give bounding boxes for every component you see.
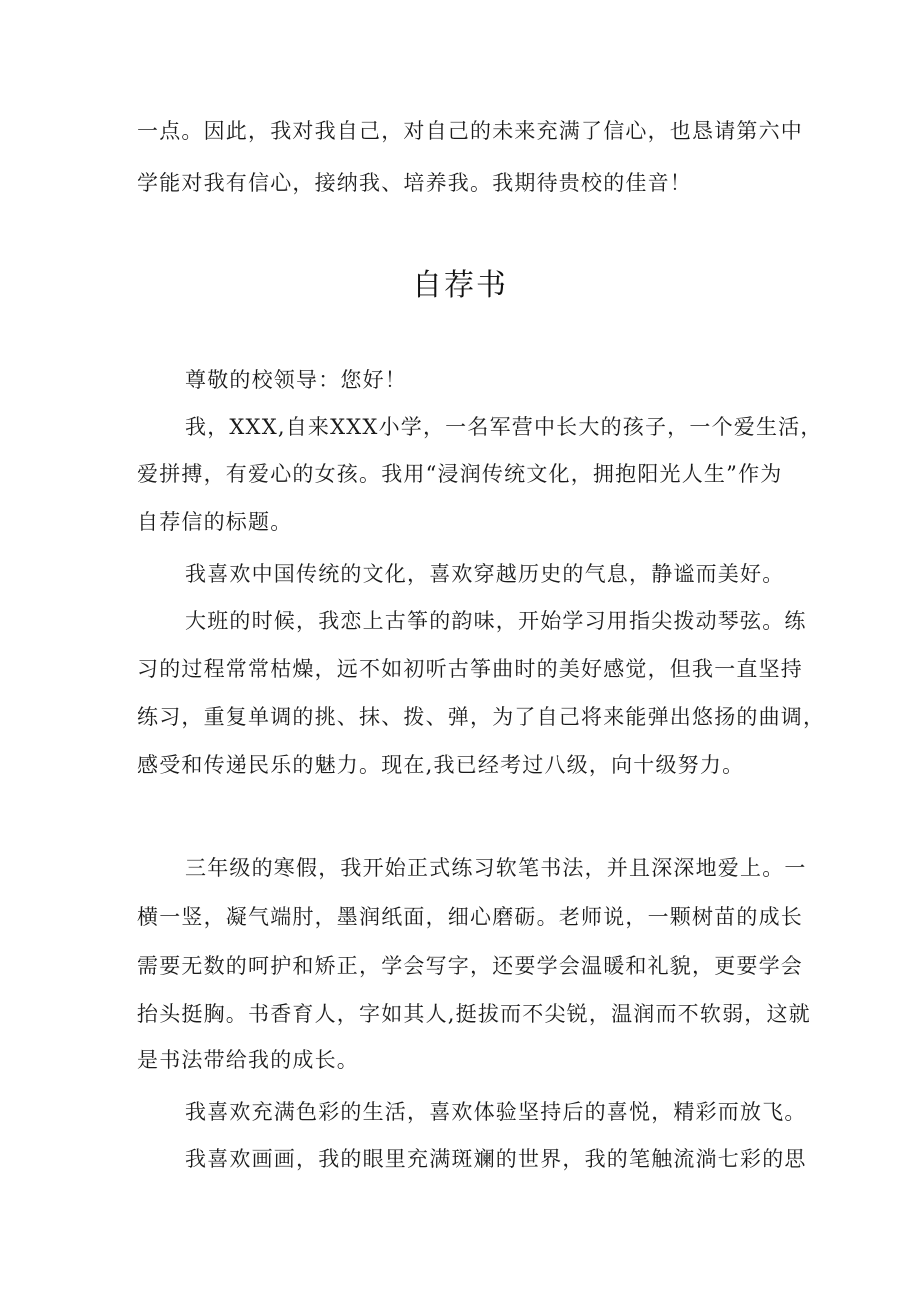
text-line: 爱拼搏，有爱心的女孩。我用“浸润传统文化，拥抱阳光人生”作为 xyxy=(137,462,783,486)
text-line: 我喜欢充满色彩的生活，喜欢体验坚持后的喜悦，精彩而放飞。 xyxy=(185,1100,807,1124)
text-line: 自荐信的标题。 xyxy=(137,510,293,534)
text-line: 我，XXX,自来XXX小学，一名军营中长大的孩子，一个爱生活， xyxy=(185,415,823,439)
text-line: 我喜欢中国传统的文化，喜欢穿越历史的气息，静谧而美好。 xyxy=(185,562,785,586)
salutation: 尊敬的校领导：您好！ xyxy=(185,368,407,392)
text-line: 练习，重复单调的挑、抹、拨、弹，为了自己将来能弹出悠扬的曲调， xyxy=(137,705,826,729)
text-line: 大班的时候，我恋上古筝的韵味，开始学习用指尖拨动琴弦。练 xyxy=(185,609,807,633)
page-title: 自荐书 xyxy=(412,268,508,303)
text-line: 抬头挺胸。书香育人，字如其人,挺拔而不尖锐，温润而不软弱，这就 xyxy=(137,1002,811,1026)
text-line: 习的过程常常枯燥，远不如初听古筝曲时的美好感觉，但我一直坚持 xyxy=(137,657,803,681)
text-line: 横一竖，凝气端肘，墨润纸面，细心磨砺。老师说，一颗树苗的成长 xyxy=(137,905,803,929)
text-line: 需要无数的呵护和矫正，学会写字，还要学会温暖和礼貌，更要学会 xyxy=(137,954,803,978)
text-line: 学能对我有信心，接纳我、培养我。我期待贵校的佳音！ xyxy=(137,171,692,195)
text-line: 感受和传递民乐的魅力。现在,我已经考过八级，向十级努力。 xyxy=(137,753,745,777)
text-line: 我喜欢画画，我的眼里充满斑斓的世界，我的笔触流淌七彩的思 xyxy=(185,1147,807,1171)
text-line: 三年级的寒假，我开始正式练习软笔书法，并且深深地爱上。一 xyxy=(185,856,807,880)
text-line: 是书法带给我的成长。 xyxy=(137,1048,359,1072)
text-line: 一点。因此，我对我自己，对自己的未来充满了信心，也恳请第六中 xyxy=(137,119,803,143)
